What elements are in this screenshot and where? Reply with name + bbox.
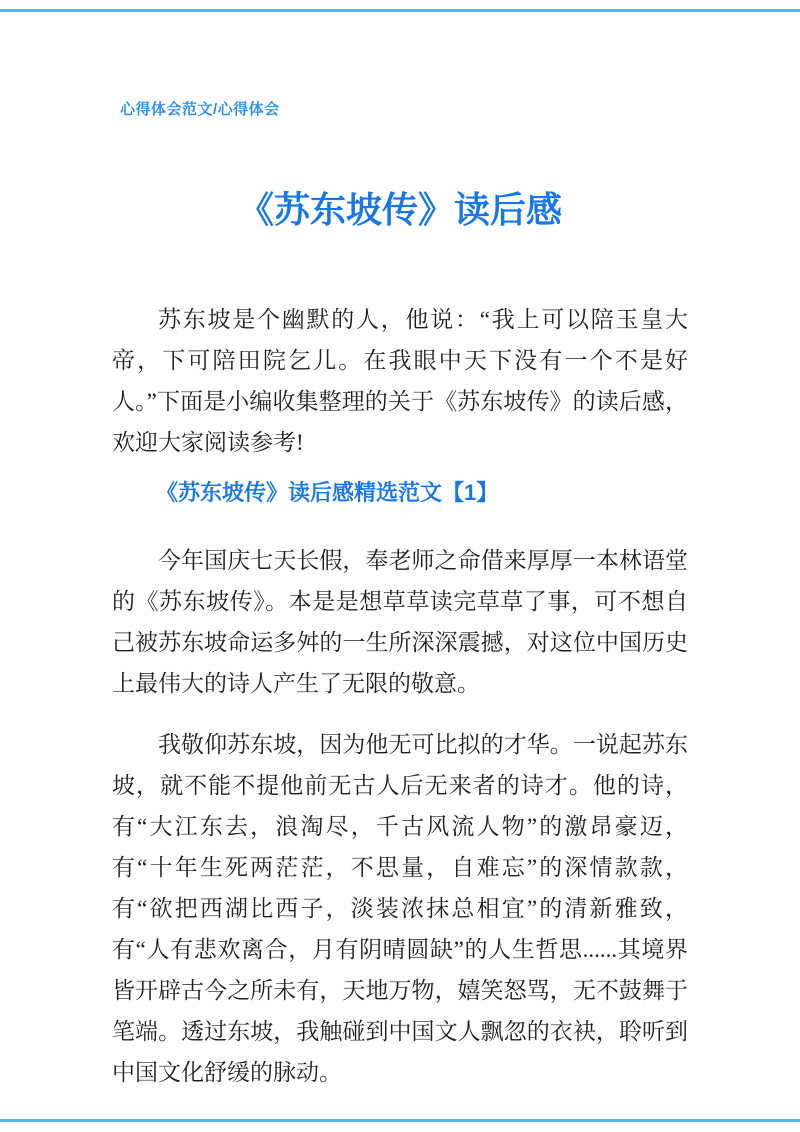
body-paragraph-1: 今年国庆七天长假，奉老师之命借来厚厚一本林语堂的《苏东坡传》。本是是想草草读完草草了事，可不想自己被苏东坡命运多舛的一生所深深震撼，对这位中国历史上最伟大的诗人产生了无限的敬意。 (112, 548, 688, 696)
breadcrumb: 心得体会范文/心得体会 (120, 101, 280, 118)
bottom-divider (0, 1119, 800, 1122)
intro-paragraph: 苏东坡是个幽默的人，他说：“我上可以陪玉皇大帝，下可陪田院乞儿。在我眼中天下没有一个不是好人。”下面是小编收集整理的关于《苏东坡传》的读后感，欢迎大家阅读参考! (112, 307, 688, 455)
body-paragraph-2: 我敬仰苏东坡，因为他无可比拟的才华。一说起苏东坡，就不能不提他前无古人后无来者的诗才。他的诗，有“大江东去，浪淘尽，千古风流人物”的激昂豪迈，有“十年生死两茫茫，不思量，自难忘”的深情款款，有“欲把西湖比西子，淡装浓抹总相宜”的清新雅致，有“人有悲欢离合，月有阴晴圆缺”的人生哲思......其境界皆开辟古今之所未有，天地万物，嬉笑怒骂，无不鼓舞于笔端。透过东坡，我触碰到中国文人飘忽的衣袂，聆听到中国文化舒缓的脉动。 (112, 732, 688, 1085)
section-subheading: 《苏东坡传》读后感精选范文【1】 (156, 480, 499, 505)
document-content (112, 0, 688, 1093)
page-title: 《苏东坡传》读后感 (237, 189, 562, 230)
